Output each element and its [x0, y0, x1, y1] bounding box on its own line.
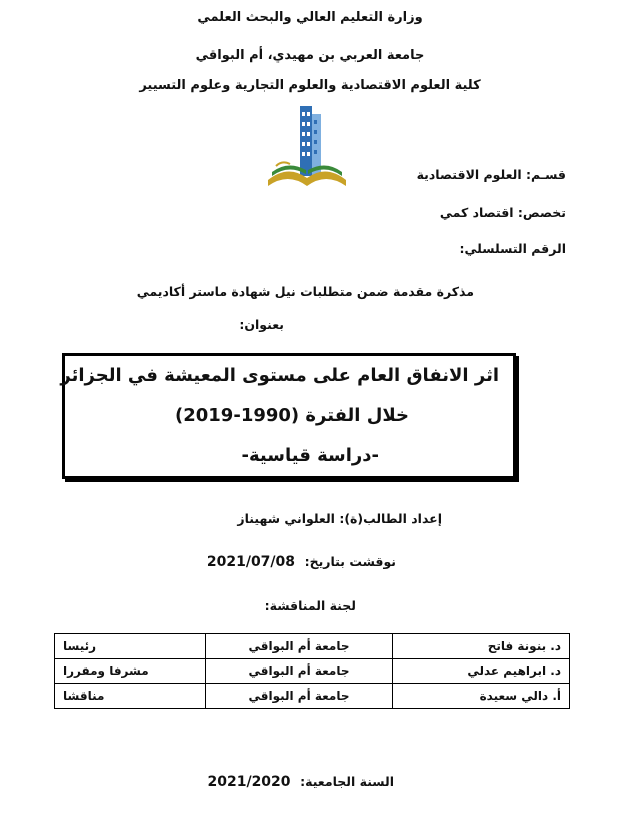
department-label: قسـم: العلوم الاقتصادية [416, 167, 566, 182]
member-name: د. بنونة فاتح [393, 634, 570, 659]
academic-year-value: 2021/2020 [207, 774, 291, 790]
defense-date-label: نوقشت بتاريخ: [304, 554, 396, 569]
university-logo [262, 100, 352, 196]
ministry-name: وزارة التعليم العالي والبحث العلمي [197, 10, 423, 25]
member-university: جامعة أم البواقي [206, 659, 393, 684]
academic-year-row [207, 771, 394, 790]
serial-number-label: الرقم التسلسلي: [459, 241, 566, 256]
thesis-title-line-1: اثر الانفاق العام على مستوى المعيشة في الجزائر [60, 365, 499, 386]
table-row [55, 634, 570, 659]
thesis-title-line-3: -دراسة قياسية- [241, 445, 379, 466]
title-label: بعنوان: [239, 317, 284, 332]
logo-tower-icon [300, 106, 321, 176]
academic-year-label: السنة الجامعية: [300, 774, 394, 789]
member-role: مناقشا [55, 684, 206, 709]
member-university: جامعة أم البواقي [206, 634, 393, 659]
member-role: مشرفا ومقررا [55, 659, 206, 684]
table-row [55, 684, 570, 709]
thesis-title-line-2: خلال الفترة (1990-2019) [174, 405, 409, 426]
member-name: د. ابراهيم عدلي [393, 659, 570, 684]
member-name: أ. دالي سعيدة [393, 684, 570, 709]
thesis-purpose: مذكرة مقدمة ضمن متطلبات نيل شهادة ماستر أكاديمي [136, 284, 474, 299]
university-name: جامعة العربي بن مهيدي، أم البواقي [195, 48, 425, 63]
thesis-title-box [62, 353, 516, 479]
student-name: إعداد الطالب(ة): العلواني شهيناز [237, 511, 442, 526]
specialty-label: تخصص: اقتصاد كمي [439, 205, 566, 220]
member-university: جامعة أم البواقي [206, 684, 393, 709]
table-row [55, 659, 570, 684]
committee-title: لجنة المناقشة: [264, 598, 356, 613]
member-role: رئيسا [55, 634, 206, 659]
faculty-name: كلية العلوم الاقتصادية والعلوم التجارية وعلوم التسيير [139, 78, 481, 93]
defense-date-row [207, 551, 396, 570]
committee-table [54, 633, 570, 709]
defense-date-value: 2021/07/08 [206, 554, 296, 570]
